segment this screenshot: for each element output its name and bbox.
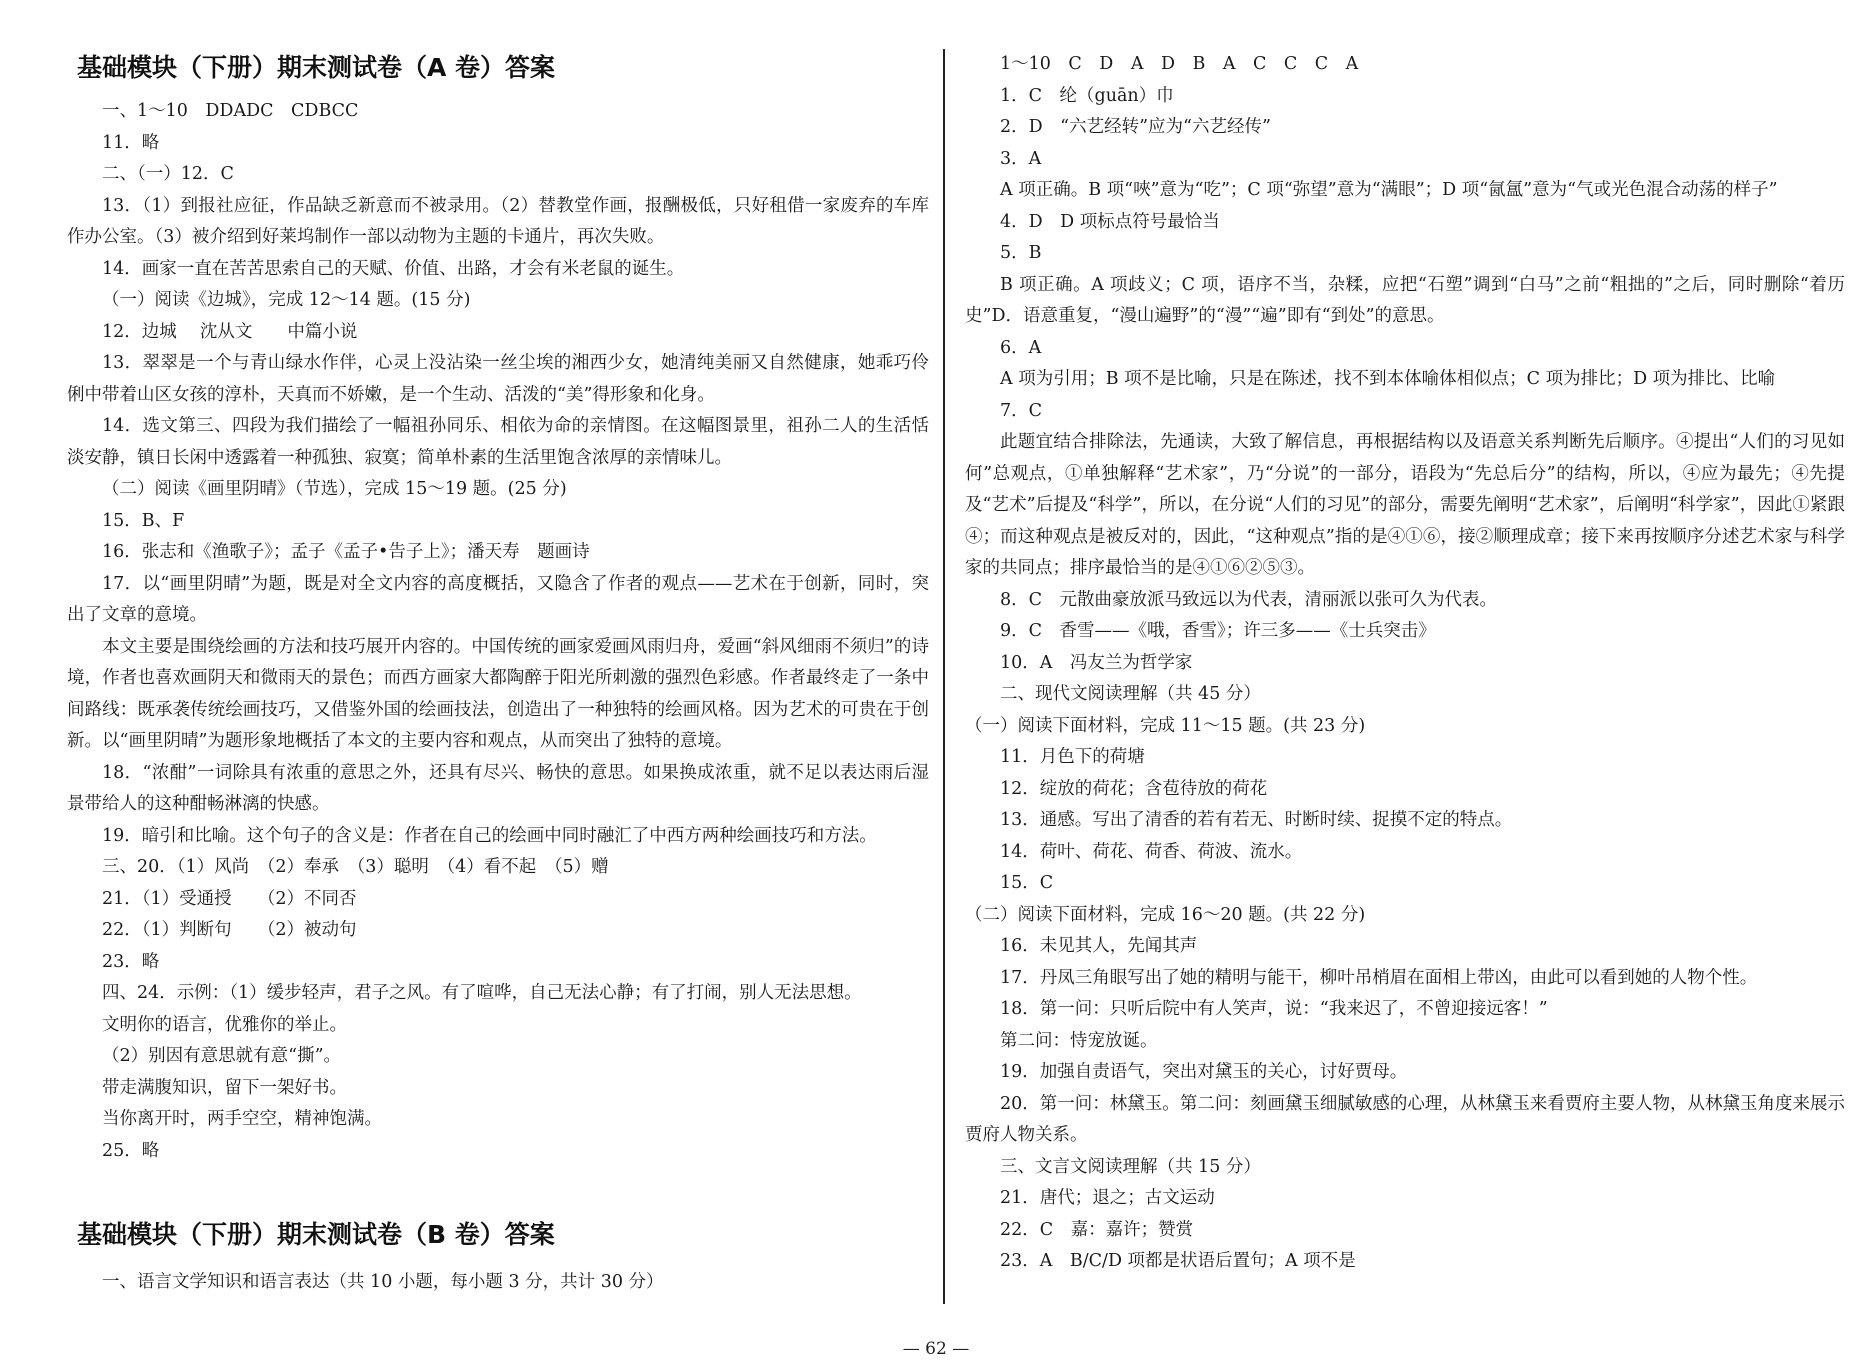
answer-line: 13．（1）到报社应征，作品缺乏新意而不被录用。（2）替教堂作画，报酬极低，只好租借一家废弃的车库作办公室。（3）被介绍到好莱坞制作一部以动物为主题的卡通片，再次失败。 (67, 195, 929, 247)
section-b-intro (67, 1267, 929, 1299)
answer-line: 19．加强自责语气，突出对黛玉的关心，讨好贾母。 (1000, 1062, 1408, 1082)
answer-line: 一、1～10 DDADC CDBCC (102, 101, 359, 121)
answer-line: 14．选文第三、四段为我们描绘了一幅祖孙同乐、相依为命的亲情图。在这幅图景里，祖孙二人的生活恬淡安静，镇日长闲中透露着一种孤独、寂寞；简单朴素的生活里饱含浓厚的亲情味儿。 (67, 416, 929, 468)
answer-line: 18．第一问：只听后院中有人笑声，说：“我来迟了，不曾迎接远客！” (1000, 999, 1548, 1019)
answer-line: 三、20．（1）风尚 （2）奉承 （3）聪明 （4）看不起 （5）赠 (102, 857, 609, 877)
answer-line: 二、（一）12．C (102, 164, 234, 184)
answer-line: 25．略 (102, 1140, 160, 1161)
answer-line: 15．B、F (102, 510, 185, 531)
answer-line: （一）阅读下面材料，完成 11～15 题。(共 23 分) (965, 715, 1366, 736)
answer-line: 三、文言文阅读理解（共 15 分） (1000, 1156, 1261, 1177)
answer-line: 21．（1）受通授 （2）不同否 (102, 888, 357, 909)
answer-line: 四、24．示例：（1）缓步轻声，君子之风。有了喧哗，自己无法心静；有了打闹，别人无法思想。 (102, 983, 862, 1003)
answer-line: 17．丹凤三角眼写出了她的精明与能干，柳叶吊梢眉在面相上带凶，由此可以看到她的人物个性。 (1000, 967, 1758, 988)
answer-line: 12．边城 沈从文 中篇小说 (102, 321, 358, 342)
section-b-intro-line: 一、语言文学知识和语言表达（共 10 小题，每小题 3 分，共计 30 分） (102, 1272, 664, 1292)
answer-line: （一）阅读《边城》，完成 12～14 题。(15 分) (102, 290, 471, 310)
answer-line: （2）别因有意思就有意“撕”。 (102, 1046, 342, 1066)
answer-line: A 项正确。B 项“唊”意为“吃”；C 项“弥望”意为“满眼”；D 项“氤氲”意为“气或光色混合动荡的样子” (1000, 180, 1778, 200)
answer-line: 11．月色下的荷塘 (1000, 747, 1145, 767)
answer-line: 带走满腹知识，留下一架好书。 (102, 1077, 347, 1098)
answer-line: 第二问：恃宠放诞。 (1000, 1030, 1158, 1051)
answer-line: 15．C (1000, 873, 1054, 893)
answer-line: 13．翠翠是一个与青山绿水作伴，心灵上没沾染一丝尘埃的湘西少女，她清纯美丽又自然健康，她乖巧伶俐中带着山区女孩的淳朴，天真而不娇嫩，是一个生动、活泼的“美”得形象和化身。 (67, 353, 929, 405)
answer-line: 16．未见其人，先闻其声 (1000, 936, 1198, 956)
answer-line: 16．张志和《渔歌子》；孟子《孟子•告子上》；潘天寿 题画诗 (102, 542, 590, 562)
section-heading-a: 基础模块（下册）期末测试卷（A 卷）答案 (77, 53, 556, 82)
answer-line: （二）阅读《画里阴晴》（节选），完成 15～19 题。(25 分) (102, 479, 567, 499)
answer-line: 17．以“画里阴晴”为题，既是对全文内容的高度概括，又隐含了作者的观点——艺术在于创新，同时，突出了文章的意境。 (67, 573, 929, 625)
answer-line: B 项正确。A 项歧义；C 项，语序不当，杂糅，应把“石塑”调到“白马”之前“粗拙的”之后，同时删除“着历史”D．语意重复，“漫山遍野”的“漫”“遍”即有“到处”的意思。 (965, 274, 1845, 326)
answer-line: 当你离开时，两手空空，精神饱满。 (102, 1109, 382, 1129)
answer-line: 12．绽放的荷花；含苞待放的荷花 (1000, 778, 1268, 799)
right-column (965, 49, 1845, 1278)
answer-line: 23．A B/C/D 项都是状语后置句；A 项不是 (1000, 1251, 1356, 1271)
answer-line: 6．A (1000, 337, 1042, 358)
answer-line: 3．A (1000, 148, 1042, 169)
left-column (67, 96, 929, 1167)
answer-line: 1～10 C D A D B A C C C A (1000, 54, 1359, 74)
answer-line: 此题宜结合排除法，先通读，大致了解信息，再根据结构以及语意关系判断先后顺序。④提出“人们的习见如何”总观点，①单独解释“艺术家”，乃“分说”的一部分，语段为“先总后分”的结构，所以，④应为最先；④先提及“艺术”后提及“科学”，所以，在分说“人们的习见”的部分，需要先阐明“艺术家”，后阐明“科学家”，因此①紧跟④；而这种观点是被反对的，因此，“这种观点”指的是④①⑥，接②顺理成章；接下来再按顺序分述艺术家与科学家的共同点；排序最恰当的是④①⑥②⑤③。 (965, 432, 1845, 578)
answer-line: 10．A 冯友兰为哲学家 (1000, 652, 1193, 673)
answer-line: 1．C 纶（guān）巾 (1000, 85, 1174, 106)
page-number: — 62 — (902, 1339, 970, 1359)
answer-line: 8．C 元散曲豪放派马致远以为代表，清丽派以张可久为代表。 (1000, 589, 1498, 610)
answer-line: 2．D “六艺经转”应为“六艺经传” (1000, 117, 1271, 137)
answer-line: 22．C 嘉：嘉许；赞赏 (1000, 1219, 1194, 1240)
answer-line: 19．暗引和比喻。这个句子的含义是：作者在自己的绘画中同时融汇了中西方两种绘画技巧和方法。 (102, 825, 877, 846)
answer-line: 22．（1）判断句 （2）被动句 (102, 920, 357, 940)
answer-line: 21．唐代；退之；古文运动 (1000, 1188, 1215, 1208)
answer-line: 二、现代文阅读理解（共 45 分） (1000, 684, 1261, 704)
answer-line: 4．D D 项标点符号最恰当 (1000, 211, 1220, 232)
answer-line: 文明你的语言，优雅你的举止。 (102, 1014, 347, 1035)
answer-line: 7．C (1000, 400, 1043, 421)
answer-line: 本文主要是围绕绘画的方法和技巧展开内容的。中国传统的画家爱画风雨归舟，爱画“斜风细雨不须归”的诗境，作者也喜欢画阴天和微雨天的景色；而西方画家大都陶醉于阳光所刺激的强烈色彩感。作者最终走了一条中间路线：既承袭传统绘画技巧，又借鉴外国的绘画技法，创造出了一种独特的绘画风格。因为艺术的可贵在于创新。以“画里阴晴”为题形象地概括了本文的主要内容和观点，从而突出了独特的意境。 (67, 636, 929, 751)
answer-line: （二）阅读下面材料，完成 16～20 题。(共 22 分) (965, 904, 1366, 925)
answer-line: 18．“浓酣”一词除具有浓重的意思之外，还具有尽兴、畅快的意思。如果换成浓重，就不足以表达雨后湿景带给人的这种酣畅淋漓的快感。 (67, 762, 929, 814)
answer-line: 14．画家一直在苦苦思索自己的天赋、价值、出路，才会有米老鼠的诞生。 (102, 258, 685, 279)
answer-line: 11．略 (102, 132, 160, 153)
answer-line: 5．B (1000, 243, 1042, 263)
answer-line: A 项为引用；B 项不是比喻，只是在陈述，找不到本体喻体相似点；C 项为排比；D 项为排比、比喻 (1000, 369, 1776, 389)
answer-line: 20．第一问：林黛玉。第二问：刻画黛玉细腻敏感的心理，从林黛玉来看贾府主要人物，从林黛玉角度来展示贾府人物关系。 (965, 1093, 1845, 1145)
answer-line: 9．C 香雪——《哦，香雪》；许三多——《士兵突击》 (1000, 621, 1436, 641)
answer-line: 23．略 (102, 951, 160, 972)
answer-line: 13．通感。写出了清香的若有若无、时断时续、捉摸不定的特点。 (1000, 810, 1513, 830)
section-heading-b: 基础模块（下册）期末测试卷（B 卷）答案 (77, 1220, 555, 1249)
answer-line: 14．荷叶、荷花、荷香、荷波、流水。 (1000, 841, 1303, 862)
column-divider (943, 49, 945, 1304)
